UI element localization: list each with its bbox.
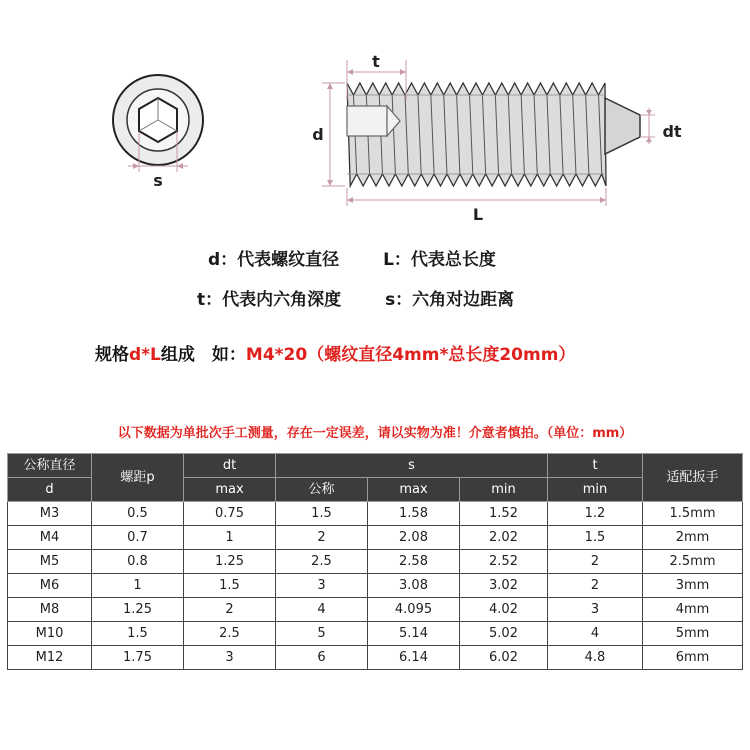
table-cell: M6 [8, 574, 92, 598]
table-cell: 2mm [643, 526, 743, 550]
table-cell: 4mm [643, 598, 743, 622]
table-body [8, 502, 743, 670]
table-cell: M4 [8, 526, 92, 550]
table-cell: 3.02 [460, 574, 548, 598]
table-cell: 1.5mm [643, 502, 743, 526]
table-cell: 0.75 [184, 502, 276, 526]
table-cell: 3 [276, 574, 368, 598]
table-cell: 6mm [643, 646, 743, 670]
header-t: t [548, 454, 643, 478]
table-cell: 6 [276, 646, 368, 670]
spec-mid: 组成 如： [160, 345, 246, 365]
table-cell: 1 [184, 526, 276, 550]
table-cell: M10 [8, 622, 92, 646]
table-cell: 5.14 [368, 622, 460, 646]
table-cell: 3mm [643, 574, 743, 598]
legend-s: s：六角对边距离 [385, 290, 515, 310]
table-cell: 2 [548, 550, 643, 574]
header-s-max: max [368, 478, 460, 502]
table-cell: 1.2 [548, 502, 643, 526]
d-label: d [312, 125, 324, 144]
table-cell: 1.5 [548, 526, 643, 550]
table-row [8, 574, 743, 598]
table-cell: 2 [276, 526, 368, 550]
header-s-min: min [460, 478, 548, 502]
header-pitch: 螺距p [92, 454, 184, 502]
dt-label: dt [662, 122, 682, 141]
table-cell: 2.58 [368, 550, 460, 574]
end-view [113, 75, 203, 190]
side-view [312, 52, 682, 224]
header-dt-max: max [184, 478, 276, 502]
table-row [8, 646, 743, 670]
table-row [8, 598, 743, 622]
spec-formula: d*L [129, 345, 161, 365]
table-cell: 4.095 [368, 598, 460, 622]
table-cell: 2.52 [460, 550, 548, 574]
measurement-notice: 以下数据为单批次手工测量，存在一定误差，请以实物为准！介意者慎拍。（单位：mm） [117, 426, 633, 441]
table-cell: 4 [548, 622, 643, 646]
legend-d: d：代表螺纹直径 [208, 250, 340, 270]
header-nominal-sub: d [8, 478, 92, 502]
table-cell: 4 [276, 598, 368, 622]
table-cell: 0.7 [92, 526, 184, 550]
table-cell: 1.25 [92, 598, 184, 622]
table-cell: 2.5 [184, 622, 276, 646]
header-dt: dt [184, 454, 276, 478]
table-cell: 4.8 [548, 646, 643, 670]
legend-L: L：代表总长度 [383, 250, 496, 270]
spec-line [95, 340, 575, 365]
header-s-nominal: 公称 [276, 478, 368, 502]
table-cell: 2 [184, 598, 276, 622]
table-cell: 1.25 [184, 550, 276, 574]
table-cell: 6.14 [368, 646, 460, 670]
table-cell: 2.5mm [643, 550, 743, 574]
table-cell: 2 [548, 574, 643, 598]
screw-diagram [0, 0, 750, 225]
t-label: t [372, 52, 380, 71]
spec-prefix: 规格 [95, 345, 129, 365]
table-cell: 3.08 [368, 574, 460, 598]
table-cell: 5.02 [460, 622, 548, 646]
table-cell: 1.75 [92, 646, 184, 670]
table-cell: 1.58 [368, 502, 460, 526]
L-label: L [472, 205, 484, 224]
table-cell: 3 [548, 598, 643, 622]
table-cell: M3 [8, 502, 92, 526]
table-row [8, 550, 743, 574]
table-cell: 1 [92, 574, 184, 598]
table-row [8, 622, 743, 646]
table-cell: 4.02 [460, 598, 548, 622]
s-label: s [153, 171, 163, 190]
table-cell: 2.08 [368, 526, 460, 550]
table-cell: M12 [8, 646, 92, 670]
table-row [8, 526, 743, 550]
table-cell: 2.5 [276, 550, 368, 574]
legend-t: t：代表内六角深度 [197, 290, 342, 310]
table-cell: 1.5 [276, 502, 368, 526]
table-cell: 1.5 [92, 622, 184, 646]
table-cell: 0.5 [92, 502, 184, 526]
table-cell: 1.52 [460, 502, 548, 526]
header-nominal: 公称直径 [8, 454, 92, 478]
table-cell: 0.8 [92, 550, 184, 574]
spec-example: M4*20（螺纹直径4mm*总长度20mm） [245, 345, 576, 365]
table-cell: 5mm [643, 622, 743, 646]
table-cell: 3 [184, 646, 276, 670]
spec-table [7, 453, 743, 670]
table-cell: 5 [276, 622, 368, 646]
table-row [8, 502, 743, 526]
table-cell: 2.02 [460, 526, 548, 550]
header-s: s [276, 454, 548, 478]
header-t-min: min [548, 478, 643, 502]
table-cell: 6.02 [460, 646, 548, 670]
table-cell: 1.5 [184, 574, 276, 598]
header-wrench: 适配扳手 [643, 454, 743, 502]
table-cell: M8 [8, 598, 92, 622]
table-cell: M5 [8, 550, 92, 574]
